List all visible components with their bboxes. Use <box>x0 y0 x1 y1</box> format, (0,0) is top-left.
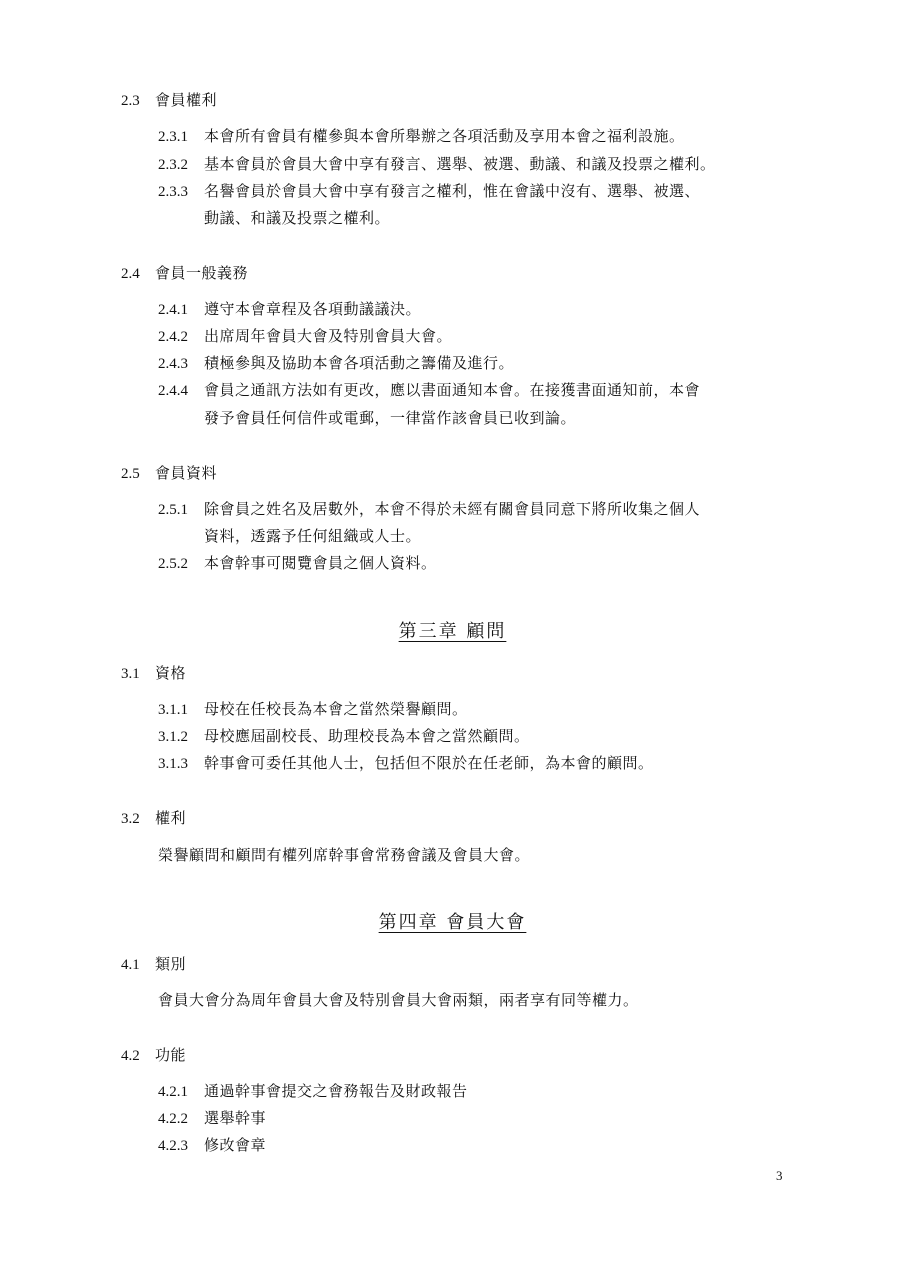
section-number: 3.2 <box>121 811 140 827</box>
clause-text: 本會所有會員有權參與本會所舉辦之各項活動及享用本會之福利設施。 <box>204 127 685 145</box>
clause-2-5-2 <box>158 553 437 574</box>
chapter-title: 第四章 會員大會 <box>378 912 527 933</box>
section-title: 功能 <box>155 1046 187 1064</box>
section-heading-2-3 <box>121 90 217 111</box>
section-number: 2.3 <box>121 93 140 109</box>
section-heading-2-4 <box>121 263 248 284</box>
section-title: 類別 <box>155 955 187 973</box>
clause-text: 母校應屆副校長、助理校長為本會之當然顧問。 <box>204 727 530 745</box>
section-title: 會員一般義務 <box>155 264 249 282</box>
clause-2-4-4 <box>158 380 700 401</box>
clause-number: 4.2.1 <box>158 1084 188 1100</box>
clause-number: 2.5.1 <box>158 502 188 518</box>
section-4-1-paragraph: 會員大會分為周年會員大會及特別會員大會兩類，兩者享有同等權力。 <box>158 991 639 1009</box>
clause-text: 幹事會可委任其他人士，包括但不限於在任老師，為本會的顧問。 <box>204 754 654 772</box>
clause-text: 名譽會員於會員大會中享有發言之權利，惟在會議中沒有、選舉、被選、 <box>204 182 701 200</box>
section-title: 會員資料 <box>155 464 218 482</box>
clause-4-2-1 <box>158 1081 468 1102</box>
clause-2-4-3 <box>158 353 514 374</box>
clause-text: 本會幹事可閱覽會員之個人資料。 <box>204 554 437 572</box>
clause-number: 2.5.2 <box>158 556 188 572</box>
clause-2-4-2 <box>158 326 452 347</box>
clause-2-5-1-continuation: 資料，透露予任何組織或人士。 <box>204 527 422 545</box>
section-heading-3-1 <box>121 663 186 684</box>
clause-2-3-3 <box>158 181 700 202</box>
section-number: 4.2 <box>121 1048 140 1064</box>
clause-number: 4.2.2 <box>158 1111 188 1127</box>
clause-text: 遵守本會章程及各項動議議決。 <box>204 300 422 318</box>
clause-number: 2.4.1 <box>158 302 188 318</box>
clause-text: 會員之通訊方法如有更改，應以書面通知本會。在接獲書面通知前，本會 <box>204 381 701 399</box>
clause-text: 除會員之姓名及居數外，本會不得於未經有關會員同意下將所收集之個人 <box>204 500 701 518</box>
clause-number: 3.1.2 <box>158 729 188 745</box>
clause-4-2-3 <box>158 1135 266 1156</box>
chapter-title: 第三章 顧問 <box>398 621 507 642</box>
section-title: 資格 <box>155 664 187 682</box>
clause-text: 修改會章 <box>204 1136 267 1154</box>
clause-number: 2.3.2 <box>158 157 188 173</box>
section-heading-3-2 <box>121 808 186 829</box>
clause-text: 母校在任校長為本會之當然榮譽顧問。 <box>204 700 468 718</box>
section-title: 會員權利 <box>155 91 218 109</box>
clause-number: 2.4.3 <box>158 356 188 372</box>
clause-2-3-3-continuation: 動議、和議及投票之權利。 <box>204 209 391 227</box>
clause-3-1-1 <box>158 699 468 720</box>
clause-text: 積極參與及協助本會各項活動之籌備及進行。 <box>204 354 515 372</box>
clause-number: 2.4.2 <box>158 329 188 345</box>
section-number: 2.5 <box>121 466 140 482</box>
clause-2-4-1 <box>158 299 421 320</box>
clause-2-3-2 <box>158 154 716 175</box>
clause-text: 選舉幹事 <box>204 1109 267 1127</box>
section-heading-2-5 <box>121 463 217 484</box>
section-number: 2.4 <box>121 266 140 282</box>
section-3-2-paragraph: 榮譽顧問和顧問有權列席幹事會常務會議及會員大會。 <box>158 846 531 864</box>
clause-number: 2.4.4 <box>158 383 188 399</box>
clause-text: 出席周年會員大會及特別會員大會。 <box>204 327 453 345</box>
section-title: 權利 <box>155 809 187 827</box>
chapter-3-heading <box>0 620 905 644</box>
chapter-4-heading <box>0 911 905 935</box>
clause-number: 4.2.3 <box>158 1138 188 1154</box>
section-number: 4.1 <box>121 957 140 973</box>
clause-number: 2.3.1 <box>158 129 188 145</box>
clause-number: 3.1.1 <box>158 702 188 718</box>
clause-2-3-1 <box>158 126 685 147</box>
clause-2-5-1 <box>158 499 700 520</box>
clause-2-4-4-continuation: 發予會員任何信件或電郵，一律當作該會員已收到論。 <box>204 409 577 427</box>
clause-text: 基本會員於會員大會中享有發言、選舉、被選、動議、和議及投票之權利。 <box>204 155 716 173</box>
page-number: 3 <box>776 1168 783 1183</box>
clause-number: 2.3.3 <box>158 184 188 200</box>
clause-number: 3.1.3 <box>158 756 188 772</box>
clause-3-1-2 <box>158 726 530 747</box>
clause-3-1-3 <box>158 753 654 774</box>
clause-4-2-2 <box>158 1108 266 1129</box>
clause-text: 通過幹事會提交之會務報告及財政報告 <box>204 1082 468 1100</box>
section-heading-4-2 <box>121 1045 186 1066</box>
section-number: 3.1 <box>121 666 140 682</box>
section-heading-4-1 <box>121 954 186 975</box>
